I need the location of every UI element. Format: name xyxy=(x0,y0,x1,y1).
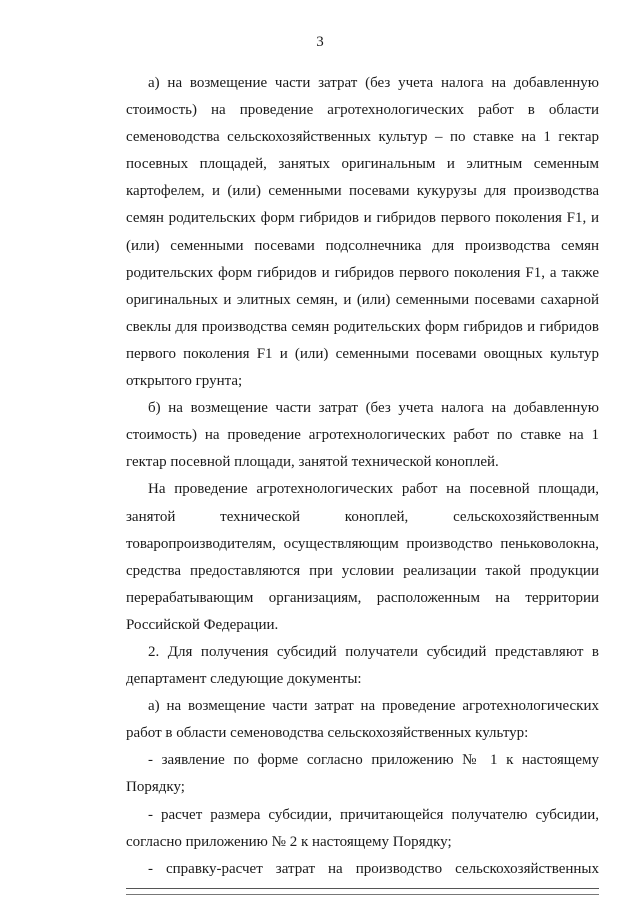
paragraph-cost-certificate: - справку-расчет затрат на производство сельскохозяйственных xyxy=(148,860,599,877)
paragraph-documents-a: а) на возмещение части затрат на проведение агротехнологических работ в области семеноводства сельскохозяйственных культур: xyxy=(126,698,599,742)
footer-rule-secondary xyxy=(126,894,599,895)
paragraph-hemp-conditions: На проведение агротехнологических работ на посевной площади, занятой технической коноплей, сельскохозяйственным товаропроизводителям, осуществляющим производство пеньковолокна, средства предоставляются при условии реализации такой продукции перерабатывающим организациям, расположенным на территории Российской Федерации. xyxy=(126,481,599,633)
document-body xyxy=(126,70,599,883)
paragraph-subsidy-a: а) на возмещение части затрат (без учета налога на добавленную стоимость) на проведение агротехнологических работ в области семеноводства сельскохозяйственных культур – по ставке на 1 гектар посевных площадей, занятых оригинальным и элитным семенным картофелем, и (или) семенными посевами кукурузы для производства семян родительских форм гибридов и гибридов первого поколения F1, и (или) семенными посевами подсолнечника для производства семян родительских форм гибридов и гибридов первого поколения F1, а также оригинальных и элитных семян, и (или) семенными посевами сахарной свеклы для производства семян родительских форм гибридов и гибридов первого поколения F1 и (или) семенными посевами овощных культур открытого грунта; xyxy=(126,75,599,390)
paragraph-subsidy-b: б) на возмещение части затрат (без учета налога на добавленную стоимость) на проведение агротехнологических работ по ставке на 1 гектар посевной площади, занятой технической коноплей. xyxy=(126,400,599,471)
footer-rule xyxy=(126,888,599,889)
paragraph-subsidy-calculation: - расчет размера субсидии, причитающейся получателю субсидии, согласно приложению № 2 к настоящему Порядку; xyxy=(126,806,599,850)
page-number: 3 xyxy=(316,34,324,50)
paragraph-application-form: - заявление по форме согласно приложению № 1 к настоящему Порядку; xyxy=(126,752,599,796)
paragraph-documents-intro: 2. Для получения субсидий получатели субсидий представляют в департамент следующие документы: xyxy=(126,643,599,688)
